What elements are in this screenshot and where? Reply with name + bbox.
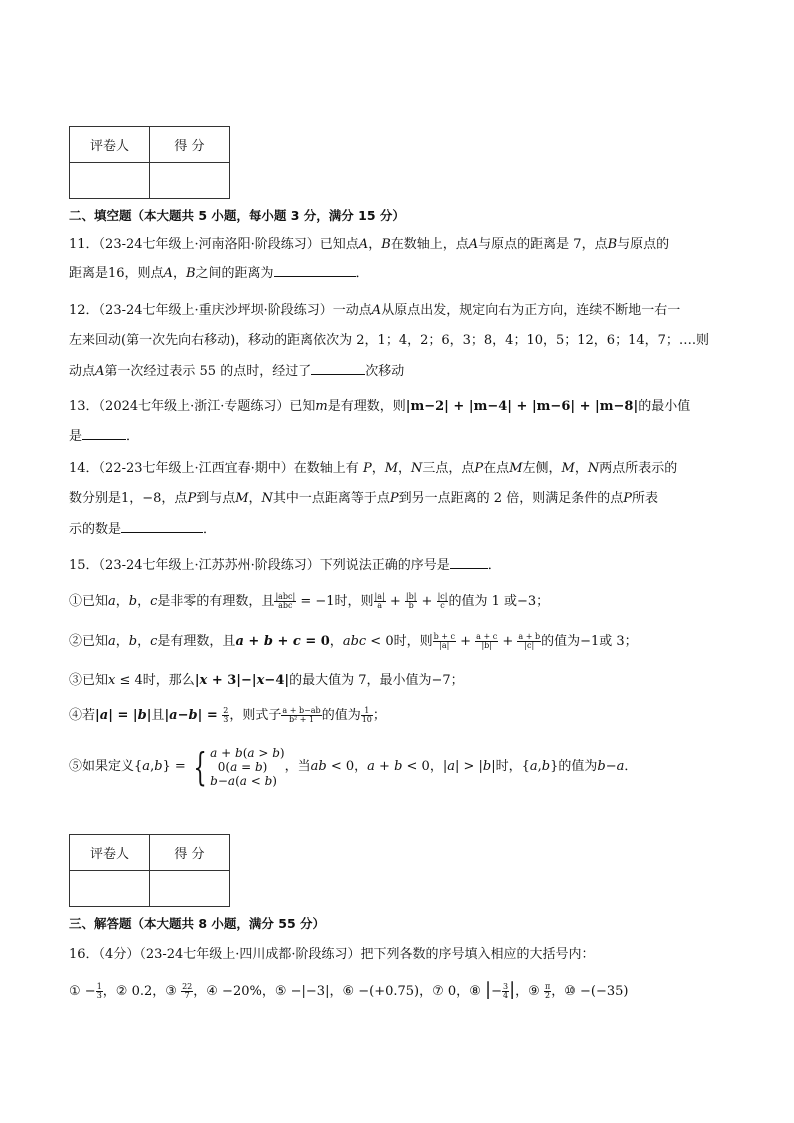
- q14-answer-blank[interactable]: [121, 520, 203, 533]
- section2-heading: 二、填空题（本大题共 5 小题，每小题 3 分，满分 15 分）: [69, 208, 405, 223]
- score-cell[interactable]: [150, 871, 230, 907]
- q14-line2: 数分别是1，−8，点P到与点M，N其中一点距离等于点P到另一点距离的 2 倍，则满足条件的点P所表: [69, 491, 658, 506]
- score-cell[interactable]: [150, 163, 230, 199]
- score-table-1: [69, 126, 230, 199]
- q13-answer-blank[interactable]: [82, 427, 126, 440]
- q14-line1: 14．（22-23七年级上·江西宜春·期中）在数轴上有 P，M，N三点，点P在点M左侧，M，N两点所表示的: [69, 461, 678, 476]
- reviewer-header: 评卷人: [70, 835, 150, 871]
- q11-line1: 11．（23-24七年级上·河南洛阳·阶段练习）已知点A，B在数轴上，点A与原点的距离是 7，点B与原点的: [69, 237, 670, 252]
- q15-line1: 15．（23-24七年级上·江苏苏州·阶段练习）下列说法正确的序号是 ．: [69, 558, 501, 573]
- q15-option4: ④若|a| = |b|且|a−b| = $\frac{2}{3}$ ，则式子 $\frac{a + b-ab}{\text{b² + 1}}$ 的值为 $\frac{1}{10}$ ；: [69, 706, 386, 724]
- q15-option3: ③已知x ≤ 4时，那么|x + 3|−|x−4|的最大值为 7，最小值为−7；: [69, 673, 464, 688]
- q12-answer-blank[interactable]: [311, 362, 365, 375]
- q13-line1: 13．（2024七年级上·浙江·专题练习）已知m是有理数，则|m−2| + |m−4| + |m−6| + |m−8|的最小值: [69, 399, 691, 414]
- q14-line3: 示的数是 ．: [69, 522, 217, 537]
- q15-answer-blank[interactable]: [450, 556, 488, 569]
- q11-line2: 距离是16，则点A，B之间的距离为 ．: [69, 266, 369, 281]
- q15-option1: ①已知a，b，c是非零的有理数，且 $\frac{\text{|abc|}}{\text{abc}}$ = −1时，则 $\frac{|a|}{a}$ + $\frac{|b|}{b}$ + $\frac{|c|}{c}$ 的值为 1 或−3；: [69, 592, 550, 610]
- q12-line2: 左来回动(第一次先向右移动)，移动的距离依次为 2，1；4，2；6，3；8，4；10，5；12，6；14，7；….则: [69, 333, 710, 348]
- q16-numbers: ① − $\frac{1}{3}$ ，② 0.2，③ $\frac{22}{7}$ ，④ −20%，⑤ −|−3|，⑥ −(+0.75)，⑦ 0，⑧ |− $\frac{3}{4}$ |，⑨ $\frac{\pi}{2}$ ，⑩ −(−35): [69, 979, 629, 1000]
- q12-line3: 动点A第一次经过表示 55 的点时，经过了 次移动: [69, 364, 405, 379]
- q16-line1: 16．（4分）（23-24七年级上·四川成都·阶段练习）把下列各数的序号填入相应的大括号内：: [69, 947, 595, 962]
- score-header: 得 分: [150, 127, 230, 163]
- reviewer-cell[interactable]: [70, 163, 150, 199]
- section3-heading: 三、解答题（本大题共 8 小题，满分 55 分）: [69, 916, 326, 931]
- q15-option5: ⑤如果定义{a,b} = { a + b(a > b) 0(a = b) b−a(a < b)，当ab < 0，a + b < 0，|a| > |b|时，{a,b}的值为b−a．: [69, 744, 638, 789]
- q12-line1: 12．（23-24七年级上·重庆沙坪坝·阶段练习）一动点A从原点出发，规定向右为正方向，连续不断地一右一: [69, 303, 681, 318]
- score-header: 得 分: [150, 835, 230, 871]
- q13-line2: 是 ．: [69, 429, 140, 444]
- q15-option2: ②已知a，b，c是有理数，且a + b + c = 0，abc < 0时，则 $\frac{b + c}{|a|}$ + $\frac{a + c}{|b|}$ + $\frac{a + b}{|c|}$ 的值为−1或 3；: [69, 632, 638, 650]
- reviewer-header: 评卷人: [70, 127, 150, 163]
- score-table-2: [69, 834, 230, 907]
- q11-answer-blank[interactable]: [274, 264, 356, 277]
- reviewer-cell[interactable]: [70, 871, 150, 907]
